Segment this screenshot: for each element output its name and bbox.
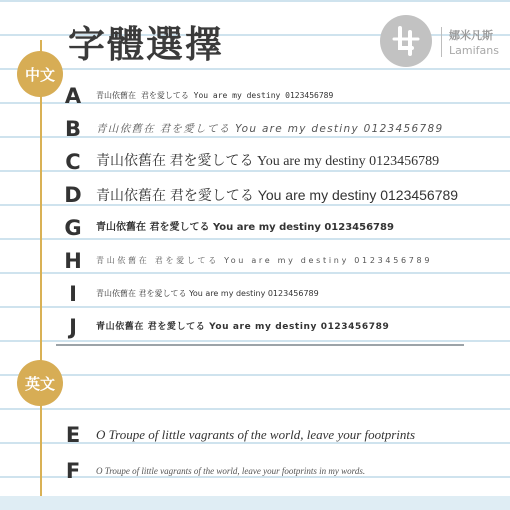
- font-sample-text: 青山依舊在 君を愛してる You are my destiny 0123456789: [96, 289, 319, 298]
- font-sample-text: 青山依舊在 君を愛してる You are my destiny 0123456789: [96, 91, 334, 100]
- font-option-e[interactable]: [0, 420, 510, 450]
- font-sample-text: 青山依舊在 君を愛してる You are my destiny 0123456789: [96, 322, 390, 332]
- lamifans-logo-icon: [380, 15, 432, 67]
- font-sample-text: 青山依舊在 君を愛してる You are my destiny 0123456789: [96, 256, 433, 265]
- font-option-letter: J: [69, 315, 77, 339]
- chinese-section-badge: 中文: [17, 51, 63, 97]
- font-option-letter: F: [65, 459, 81, 483]
- font-sample-text: O Troupe of little vagrants of the world, leave your footprints in my words.: [96, 466, 366, 476]
- font-option-letter: H: [64, 249, 82, 273]
- brand-name-cn: 娜米凡斯: [449, 29, 493, 42]
- font-option-b[interactable]: [0, 114, 510, 144]
- font-option-letter: E: [65, 423, 81, 447]
- font-option-d[interactable]: [0, 180, 510, 210]
- font-option-letter: A: [64, 84, 82, 108]
- font-option-j[interactable]: [0, 312, 510, 342]
- section-divider: [56, 344, 464, 346]
- font-sample-text: 青山依舊在 君を愛してる You are my destiny 0123456789: [96, 123, 444, 135]
- font-option-f[interactable]: [0, 456, 510, 486]
- font-option-letter: C: [65, 150, 81, 174]
- logo-divider: [441, 27, 442, 57]
- font-sample-text: O Troupe of little vagrants of the world, leave your footprints: [96, 427, 416, 442]
- font-option-h[interactable]: [0, 246, 510, 276]
- bottom-band: [0, 496, 510, 510]
- font-sample-text: 青山依舊在 君を愛してる You are my destiny 0123456789: [96, 187, 459, 203]
- font-option-letter: I: [69, 282, 77, 306]
- font-option-g[interactable]: [0, 213, 510, 243]
- font-option-a[interactable]: [0, 81, 510, 111]
- font-sample-text: 青山依舊在 君を愛してる You are my destiny 0123456789: [96, 222, 394, 233]
- font-option-letter: D: [64, 183, 82, 207]
- brand-name-en: Lamifans: [449, 44, 499, 57]
- english-section-badge: 英文: [17, 360, 63, 406]
- font-option-i[interactable]: [0, 279, 510, 309]
- page-title: 字體選擇: [68, 23, 224, 66]
- font-option-c[interactable]: [0, 147, 510, 177]
- font-sample-text: 青山依舊在 君を愛してる You are my destiny 0123456789: [96, 154, 440, 169]
- font-option-letter: B: [64, 117, 81, 141]
- font-option-letter: G: [64, 216, 82, 240]
- brand-logo: [380, 15, 500, 67]
